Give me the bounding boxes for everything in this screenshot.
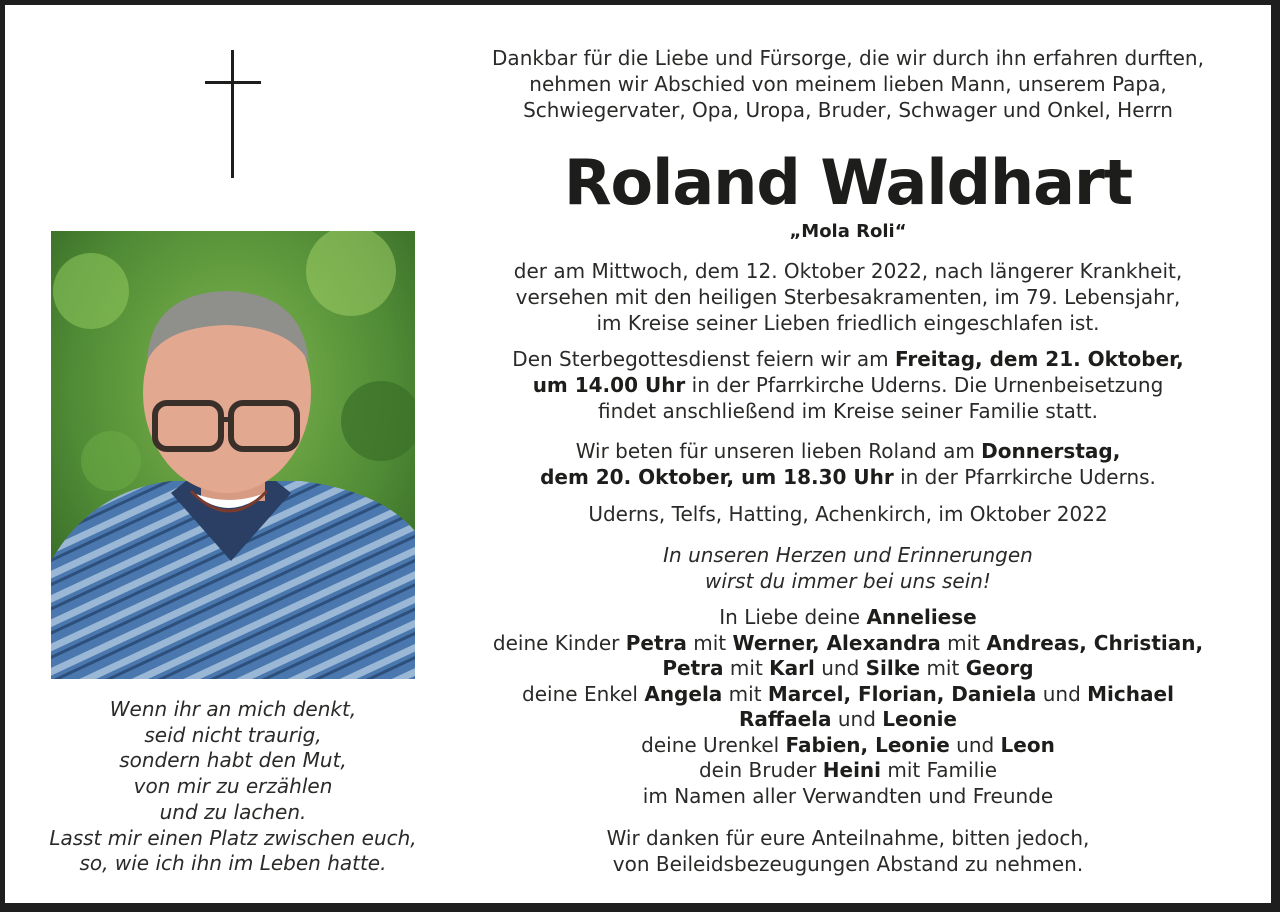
family-line: deine Kinder Petra mit Werner, Alexandra mit Andreas, Christian, bbox=[492, 630, 1204, 655]
family-line: deine Urenkel Fabien, Leonie und Leon bbox=[641, 732, 1055, 757]
intro-text bbox=[475, 45, 1221, 123]
intro-line: nehmen wir Abschied von meinem lieben Mann, unserem Papa, bbox=[529, 72, 1167, 96]
portrait-photo bbox=[51, 231, 415, 679]
nickname: „Mola Roli“ bbox=[789, 221, 907, 242]
passing-line: versehen mit den heiligen Sterbesakramenten, im 79. Lebensjahr, bbox=[515, 285, 1181, 309]
prayer-day: Donnerstag, bbox=[981, 439, 1121, 463]
prayer-date-time: dem 20. Oktober, um 18.30 Uhr bbox=[540, 465, 894, 489]
poem-line: von mir zu erzählen bbox=[133, 774, 333, 799]
passing-line: der am Mittwoch, dem 12. Oktober 2022, nach längerer Krankheit, bbox=[513, 259, 1183, 283]
thanks-note bbox=[475, 825, 1221, 877]
obituary-notice bbox=[3, 3, 1273, 905]
poem-line: seid nicht traurig, bbox=[144, 722, 322, 747]
poem bbox=[33, 697, 433, 877]
cross-icon bbox=[205, 50, 261, 178]
family-line: deine Enkel Angela mit Marcel, Florian, Daniela und Michael bbox=[522, 681, 1174, 706]
poem-line: sondern habt den Mut, bbox=[119, 748, 347, 773]
prayer-text: Wir beten für unseren lieben Roland am bbox=[575, 439, 982, 463]
thanks-line: Wir danken für eure Anteilnahme, bitten jedoch, bbox=[606, 826, 1090, 850]
funeral-service bbox=[475, 346, 1221, 424]
poem-line: Wenn ihr an mich denkt, bbox=[109, 697, 357, 721]
service-text: in der Pfarrkirche Uderns. Die Urnenbeisetzung bbox=[685, 373, 1164, 397]
poem-line: Lasst mir einen Platz zwischen euch, bbox=[49, 825, 417, 850]
family-list bbox=[475, 605, 1221, 809]
motto bbox=[475, 542, 1221, 594]
passing-line: im Kreise seiner Lieben friedlich eingeschlafen ist. bbox=[596, 311, 1100, 335]
intro-line: Dankbar für die Liebe und Fürsorge, die wir durch ihn erfahren durften, bbox=[492, 46, 1204, 70]
service-text: findet anschließend im Kreise seiner Familie statt. bbox=[598, 399, 1098, 423]
family-line: In Liebe deine Anneliese bbox=[719, 605, 977, 629]
deceased-name: Roland Waldhart bbox=[563, 146, 1133, 219]
thanks-line: von Beileidsbezeugungen Abstand zu nehmen. bbox=[612, 852, 1084, 876]
family-line: dein Bruder Heini mit Familie bbox=[698, 758, 998, 782]
prayer-notice bbox=[475, 438, 1221, 490]
poem-line: und zu lachen. bbox=[159, 799, 307, 824]
service-text: Den Sterbegottesdienst feiern wir am bbox=[512, 347, 895, 371]
family-line: Raffaela und Leonie bbox=[739, 707, 957, 731]
motto-line: In unseren Herzen und Erinnerungen bbox=[663, 543, 1033, 567]
service-time: um 14.00 Uhr bbox=[532, 373, 686, 397]
motto-line: wirst du immer bei uns sein! bbox=[705, 569, 991, 593]
intro-line: Schwiegervater, Opa, Uropa, Bruder, Schwager und Onkel, Herrn bbox=[523, 98, 1173, 122]
family-line: Petra mit Karl und Silke mit Georg bbox=[662, 656, 1034, 680]
service-date: Freitag, dem 21. Oktober, bbox=[895, 347, 1184, 371]
poem-line: so, wie ich ihn im Leben hatte. bbox=[79, 851, 387, 876]
passing-text bbox=[475, 258, 1221, 336]
family-line: im Namen aller Verwandten und Freunde bbox=[642, 783, 1054, 808]
place-date: Uderns, Telfs, Hatting, Achenkirch, im Oktober 2022 bbox=[588, 502, 1108, 526]
prayer-text: in der Pfarrkirche Uderns. bbox=[893, 465, 1156, 489]
